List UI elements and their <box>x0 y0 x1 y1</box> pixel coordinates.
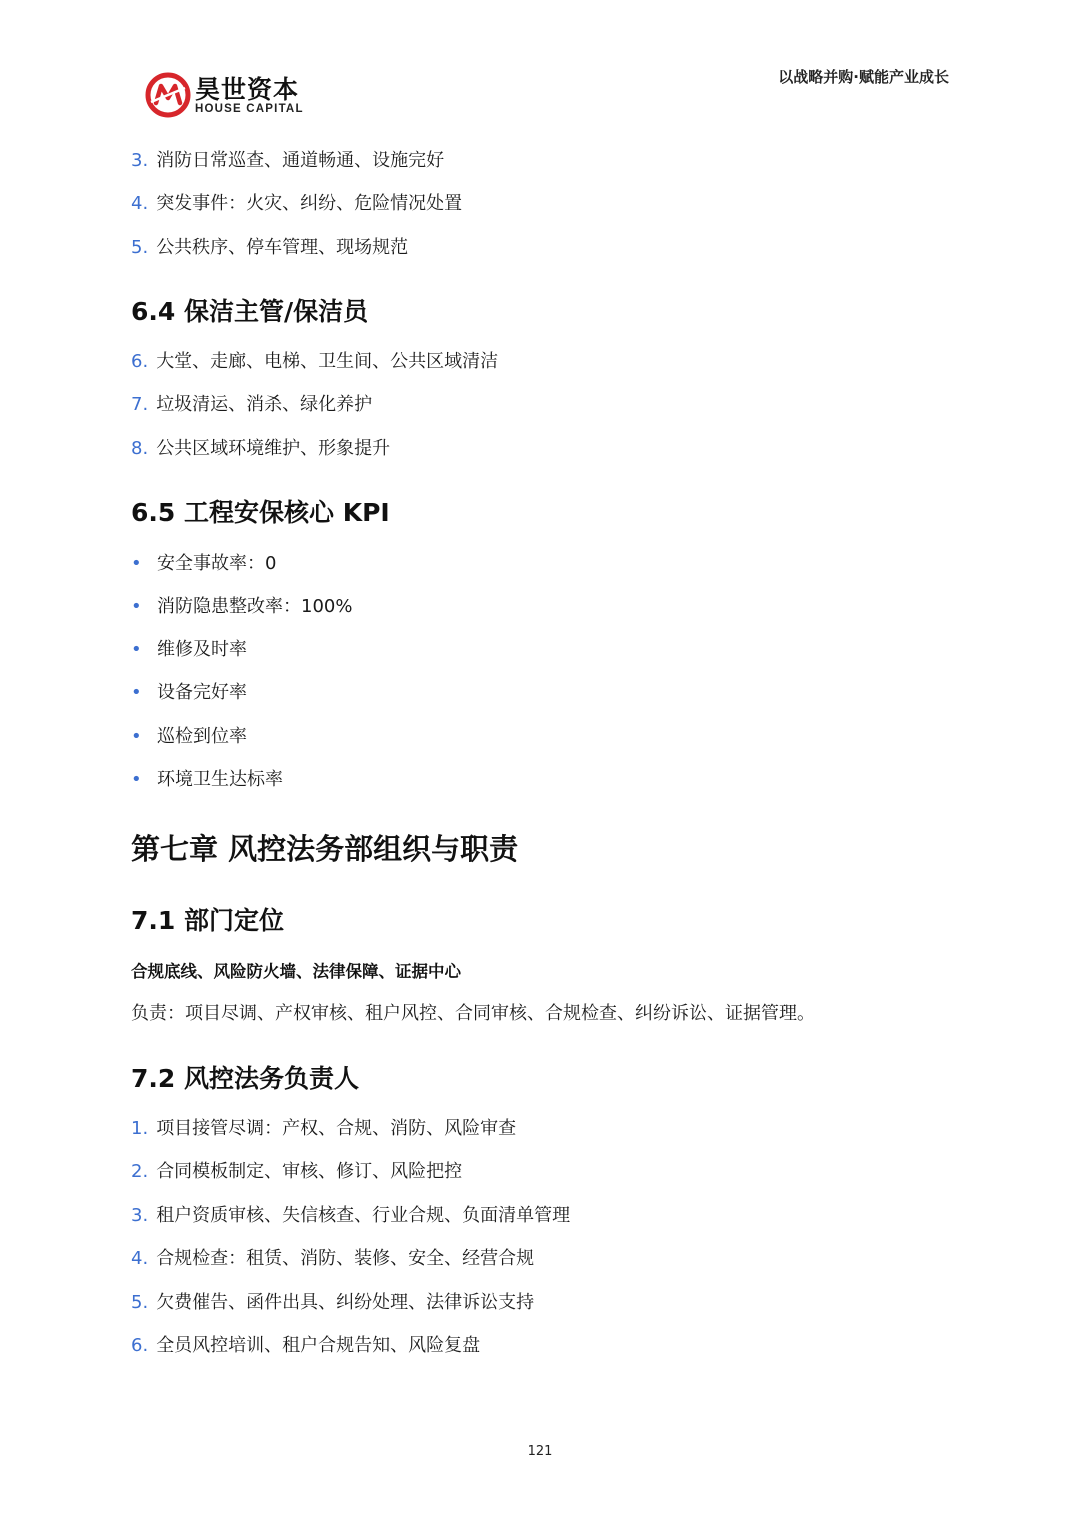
responsibility-paragraph: 负责：项目尽调、产权审核、租户风控、合同审核、合规检查、纠纷诉讼、证据管理。 <box>131 1003 815 1024</box>
bullet-dot-icon: • <box>131 769 142 790</box>
bullet-dot-icon: • <box>131 726 142 747</box>
company-logo <box>145 72 315 120</box>
section-heading-7-2: 7.2 风控法务负责人 <box>131 1064 359 1093</box>
bullet-dot-icon: • <box>131 553 142 574</box>
page-number: 121 <box>527 1444 553 1459</box>
bullet-item: • 环境卫生达标率 <box>131 769 283 790</box>
logo-chinese-name: 昊世资本 <box>195 75 300 104</box>
bullet-item: • 设备完好率 <box>131 682 247 703</box>
list-item: 3. 租户资质审核、失信核查、行业合规、负面清单管理 <box>131 1205 571 1226</box>
list-item: 1. 项目接管尽调：产权、合规、消防、风险审查 <box>131 1118 517 1139</box>
list-item: 8. 公共区域环境维护、形象提升 <box>131 438 391 459</box>
list-item: 3. 消防日常巡查、通道畅通、设施完好 <box>131 150 445 171</box>
section-heading-7-1: 7.1 部门定位 <box>131 906 284 935</box>
bullet-dot-icon: • <box>131 639 142 660</box>
list-item: 7. 垃圾清运、消杀、绿化养护 <box>131 394 373 415</box>
bullet-dot-icon: • <box>131 596 142 617</box>
list-item: 4. 突发事件：火灾、纠纷、危险情况处置 <box>131 193 463 214</box>
header-tagline: 以战略并购·赋能产业成长 <box>778 68 949 86</box>
list-item: 4. 合规检查：租赁、消防、装修、安全、经营合规 <box>131 1248 535 1269</box>
page-header <box>0 0 1080 130</box>
chapter-heading: 第七章 风控法务部组织与职责 <box>131 832 519 866</box>
bullet-item: • 巡检到位率 <box>131 726 247 747</box>
list-item: 6. 大堂、走廊、电梯、卫生间、公共区域清洁 <box>131 351 499 372</box>
logo-english-name: HOUSE CAPITAL <box>195 103 304 115</box>
list-item: 5. 公共秩序、停车管理、现场规范 <box>131 237 409 258</box>
list-item: 6. 全员风控培训、租户合规告知、风险复盘 <box>131 1335 481 1356</box>
section-heading-6-4: 6.4 保洁主管/保洁员 <box>131 297 369 326</box>
list-item: 5. 欠费催告、函件出具、纠纷处理、法律诉讼支持 <box>131 1292 535 1313</box>
bullet-item: • 消防隐患整改率：100% <box>131 596 353 617</box>
bullet-item: • 安全事故率：0 <box>131 553 277 574</box>
bullet-item: • 维修及时率 <box>131 639 247 660</box>
emphasis-line: 合规底线、风险防火墙、法律保障、证据中心 <box>131 962 461 981</box>
logo-mark-icon <box>145 72 191 118</box>
bullet-dot-icon: • <box>131 682 142 703</box>
section-heading-6-5: 6.5 工程安保核心 KPI <box>131 498 390 527</box>
list-item: 2. 合同模板制定、审核、修订、风险把控 <box>131 1161 463 1182</box>
